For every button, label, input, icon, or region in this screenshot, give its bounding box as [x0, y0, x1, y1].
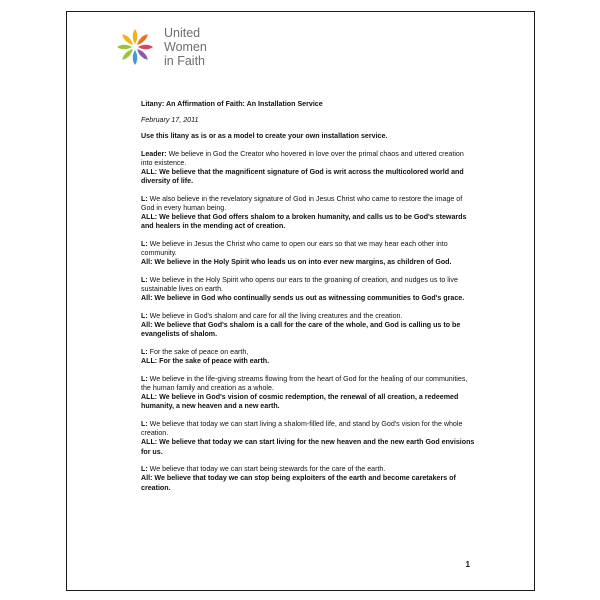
leader-text: We believe in the life-giving streams flowing from the heart of God for the healing of our communities, the human family and creation as a whole.	[141, 374, 468, 393]
leader-label: L:	[141, 374, 148, 383]
leader-text: We believe that today we can start living a shalom-filled life, and stand by God's vision for the whole creation.	[141, 420, 463, 438]
all-response-line	[141, 438, 476, 456]
all-label: ALL:	[141, 438, 158, 447]
logo-petal	[133, 50, 138, 65]
litany-stanza	[141, 312, 476, 340]
leader-text: We believe in the Holy Spirit who opens our ears to the groaning of creation, and nudges us to live sustainable lives on earth.	[141, 276, 458, 294]
litany-stanza	[141, 375, 476, 412]
all-response-line	[141, 474, 476, 492]
all-response-line	[141, 258, 476, 267]
all-text: We believe that God's shalom is a call for the care of the whole, and God is calling us to be evangelists of shalom.	[141, 321, 461, 339]
all-response-line	[141, 168, 476, 186]
litany-stanza	[141, 150, 476, 187]
all-text: We believe that God offers shalom to a broken humanity, and calls us to be God's stewards and healers in the mending act of creation.	[141, 213, 467, 231]
all-label: ALL:	[141, 357, 158, 366]
all-response-line	[141, 393, 476, 411]
all-text: We believe that today we can stop being exploiters of the earth and become caretakers of creation.	[141, 474, 456, 492]
page-number: 1	[465, 560, 470, 569]
document-title: Litany: An Affirmation of Faith: An Installation Service	[141, 100, 323, 108]
united-women-in-faith-logo	[115, 26, 207, 68]
logo-petal	[133, 29, 138, 44]
logo-petal	[121, 33, 135, 47]
all-text: For the sake of peace with earth.	[157, 357, 270, 366]
litany-stanza	[141, 348, 476, 366]
all-text: We believe in God's vision of cosmic redemption, the renewal of all creation, a redeemed humanity, a new heaven and a new earth.	[141, 393, 459, 411]
litany-stanza	[141, 195, 476, 232]
all-text: We believe in God who continually sends us out as witnessing communities to God's grace.	[152, 294, 465, 303]
all-label: All:	[141, 258, 153, 267]
document-page	[66, 11, 535, 591]
logo-text	[164, 26, 207, 68]
document-date: February 17, 2011	[141, 116, 199, 125]
all-text: We believe that today we can start living for the new heaven and the new earth God envisions for us.	[141, 438, 475, 456]
leader-label: L:	[141, 420, 148, 429]
flame-cross-logo-icon	[115, 27, 155, 67]
leader-text: We believe that today we can start being stewards for the care of the earth.	[147, 465, 386, 474]
litany-stanza	[141, 465, 476, 493]
leader-text: We also believe in the revelatory signature of God in Jesus Christ who came to restore the image of God in every human being.	[141, 194, 463, 213]
leader-text: For the sake of peace on earth,	[147, 348, 249, 357]
all-response-line	[141, 213, 476, 231]
leader-line	[141, 276, 476, 294]
document-intro: Use this litany as is or as a model to create your own installation service.	[141, 132, 388, 141]
litany-content	[141, 100, 476, 501]
logo-line: in Faith	[164, 54, 205, 68]
all-label: ALL:	[141, 168, 158, 177]
leader-text: We believe in God's shalom and care for all the living creatures and the creation.	[147, 312, 403, 321]
logo-petal	[138, 45, 153, 50]
logo-line: United	[164, 26, 201, 40]
all-label: ALL:	[141, 393, 158, 402]
logo-petal	[121, 48, 135, 62]
leader-line	[141, 420, 476, 438]
leader-label: L:	[141, 240, 148, 249]
leader-label: L:	[141, 276, 148, 285]
leader-line	[141, 465, 476, 474]
all-response-line	[141, 357, 476, 366]
all-label: All:	[141, 474, 153, 483]
logo-petal	[117, 45, 132, 50]
leader-line	[141, 150, 476, 168]
all-label: All:	[141, 321, 153, 330]
all-label: All:	[141, 294, 153, 303]
all-label: ALL:	[141, 213, 158, 222]
logo-petal	[136, 48, 150, 62]
leader-label: Leader:	[141, 149, 167, 158]
litany-stanza	[141, 420, 476, 457]
litany-stanzas	[141, 150, 476, 493]
leader-line	[141, 348, 476, 357]
leader-label: L:	[141, 465, 148, 474]
leader-label: L:	[141, 312, 148, 321]
leader-line	[141, 312, 476, 321]
leader-label: L:	[141, 194, 148, 203]
leader-text: We believe in Jesus the Christ who came to open our ears so that we may hear each other into community.	[141, 240, 448, 258]
litany-stanza	[141, 240, 476, 268]
logo-line: Women	[164, 40, 207, 54]
litany-stanza	[141, 276, 476, 304]
leader-line	[141, 195, 476, 213]
all-text: We believe that the magnificent signature of God is writ across the multicolored world and diversity of life.	[141, 168, 464, 186]
leader-label: L:	[141, 348, 148, 357]
all-response-line	[141, 294, 476, 303]
leader-line	[141, 240, 476, 258]
leader-line	[141, 375, 476, 393]
logo-petal	[136, 33, 150, 47]
leader-text: We believe in God the Creator who hovered in love over the primal chaos and uttered creation into existence.	[141, 149, 464, 167]
all-text: We believe in the Holy Spirit who leads us on into ever new margins, as children of God.	[152, 258, 452, 267]
all-response-line	[141, 321, 476, 339]
